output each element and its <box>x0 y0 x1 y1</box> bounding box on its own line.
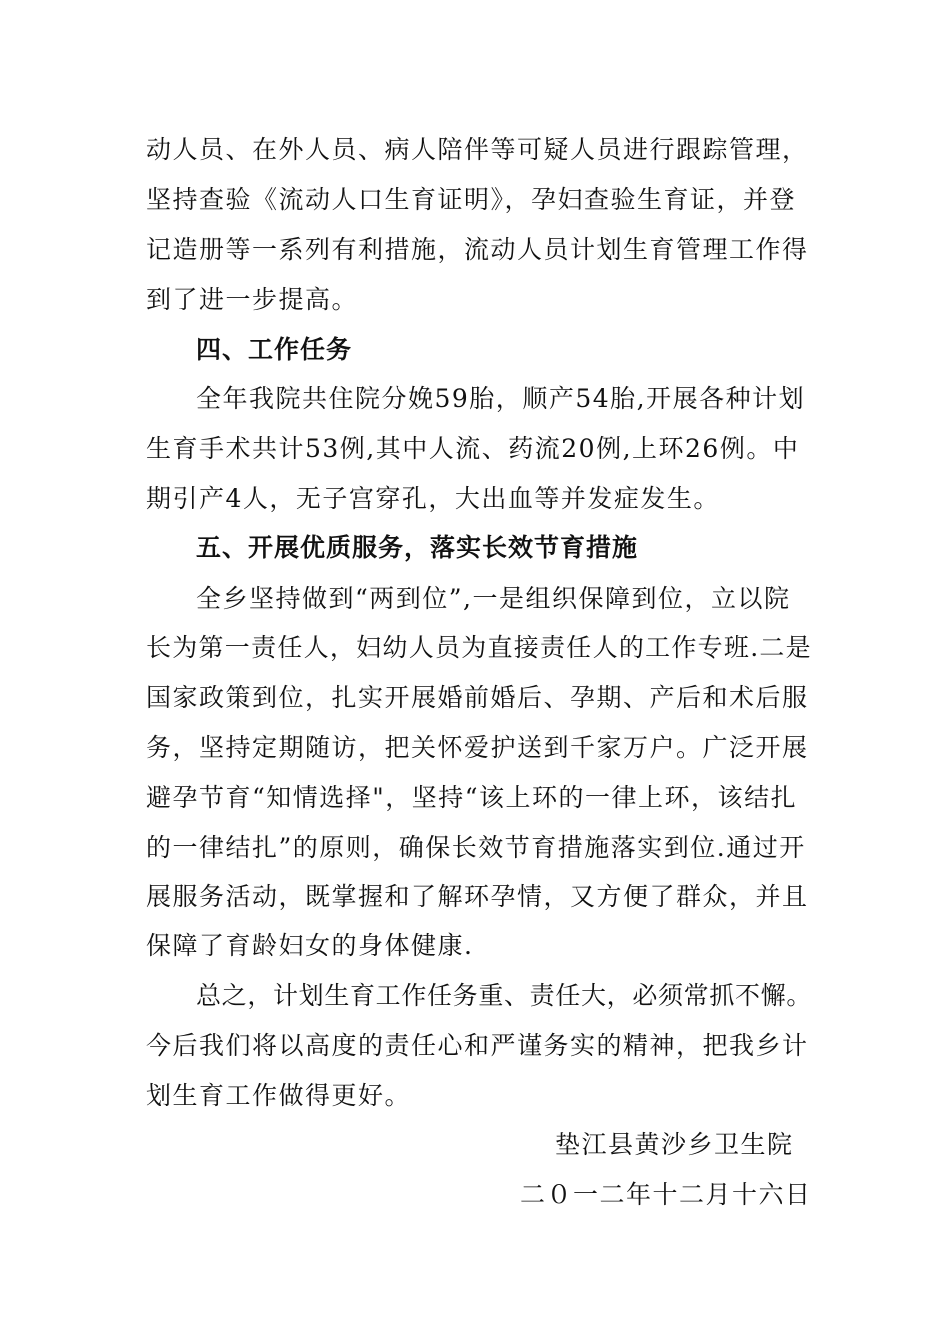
intro-line-1: 动人员、在外人员、病人陪伴等可疑人员进行跟踪管理， <box>146 135 809 164</box>
intro-line-3: 记造册等一系列有利措施，流动人员计划生育管理工作得 <box>146 235 809 264</box>
section4-heading: 四、工作任务 <box>196 335 353 364</box>
intro-line-2: 坚持查验《流动人口生育证明》，孕妇查验生育证，并登 <box>146 185 797 214</box>
conclusion-line-2: 今后我们将以高度的责任心和严谨务实的精神，把我乡计 <box>146 1031 809 1060</box>
section5-line-8: 保障了育龄妇女的身体健康. <box>146 931 474 960</box>
signature-date: 二０一二年十二月十六日 <box>520 1180 812 1209</box>
signature-organization: 垫江县黄沙乡卫生院 <box>555 1130 794 1159</box>
section5-line-2: 长为第一责任人，妇幼人员为直接责任人的工作专班.二是 <box>146 633 812 662</box>
conclusion-line-1: 总之，计划生育工作任务重、责任大，必须常抓不懈。 <box>196 981 813 1010</box>
section4-line-1: 全年我院共住院分娩59胎，顺产54胎,开展各种计划 <box>196 384 806 413</box>
section5-line-7: 展服务活动，既掌握和了解环孕情，又方便了群众，并且 <box>146 882 809 911</box>
section5-line-5: 避孕节育“知情选择"，坚持“该上环的一律上环，该结扎 <box>146 783 798 812</box>
section5-heading: 五、开展优质服务，落实长效节育措施 <box>196 533 639 562</box>
section5-line-1: 全乡坚持做到“两到位”,一是组织保障到位，立以院 <box>196 584 791 613</box>
section4-line-2: 生育手术共计53例,其中人流、药流20例,上环26例。中 <box>146 434 800 463</box>
section5-line-6: 的一律结扎”的原则，确保长效节育措施落实到位.通过开 <box>146 833 806 862</box>
conclusion-line-3: 划生育工作做得更好。 <box>146 1081 412 1110</box>
intro-line-4: 到了进一步提高。 <box>146 285 359 314</box>
section4-line-3: 期引产4人，无子宫穿孔，大出血等并发症发生。 <box>146 484 720 513</box>
section5-line-3: 国家政策到位，扎实开展婚前婚后、孕期、产后和术后服 <box>146 683 809 712</box>
section5-line-4: 务，坚持定期随访，把关怀爱护送到千家万户。广泛开展 <box>146 733 809 762</box>
